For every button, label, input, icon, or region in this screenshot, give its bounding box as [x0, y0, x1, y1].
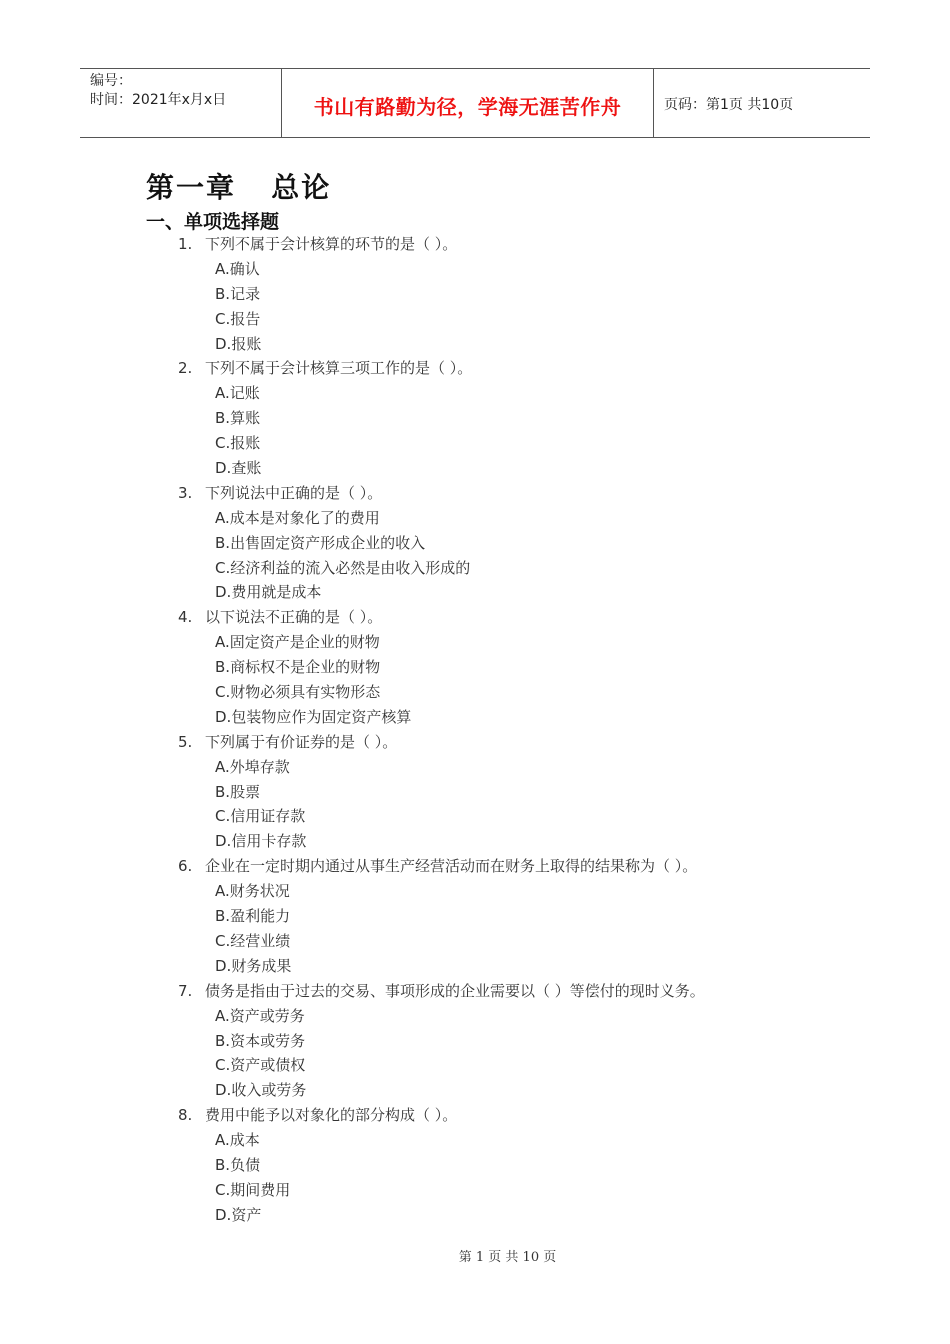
answer-option: [0, 1128, 950, 1153]
question-item: [0, 232, 950, 257]
question-number: 3.: [178, 483, 193, 502]
option-letter: D.: [215, 956, 232, 975]
document-number-label: 编号：: [90, 73, 132, 89]
option-text: 财务成果: [231, 956, 292, 975]
option-letter: B.: [215, 409, 231, 428]
option-letter: C.: [215, 1056, 231, 1075]
option-letter: C.: [215, 931, 231, 950]
answer-option: [0, 829, 950, 854]
option-text: 固定资产是企业的财物: [229, 633, 380, 652]
answer-option: [0, 307, 950, 332]
option-text: 盈利能力: [230, 907, 291, 926]
answer-option: [0, 680, 950, 705]
option-letter: A.: [215, 508, 230, 527]
option-letter: C.: [215, 1180, 231, 1199]
option-text: 资产或劳务: [229, 1006, 305, 1025]
option-letter: C.: [215, 683, 231, 702]
option-letter: B.: [215, 533, 231, 552]
option-text: 财物必须具有实物形态: [230, 683, 381, 702]
option-letter: D.: [215, 459, 232, 478]
option-text: 记录: [230, 284, 261, 303]
header-motto: 书山有路勤为径，学海无涯苦作舟: [313, 94, 622, 119]
answer-option: [0, 954, 950, 979]
option-text: 资产或债权: [230, 1056, 306, 1075]
option-text: 经营业绩: [230, 931, 291, 950]
option-letter: B.: [215, 907, 231, 926]
option-letter: D.: [215, 583, 232, 602]
answer-option: [0, 804, 950, 829]
question-text: 以下说法不正确的是（ ）。: [205, 608, 383, 627]
question-item: [0, 356, 950, 381]
option-letter: C.: [215, 807, 231, 826]
question-item: [0, 730, 950, 755]
option-text: 成本: [229, 1131, 260, 1150]
option-text: 查账: [231, 459, 262, 478]
option-text: 收入或劳务: [231, 1081, 307, 1100]
header-motto-cell: [282, 69, 654, 137]
option-text: 负债: [230, 1155, 261, 1174]
answer-option: [0, 556, 950, 581]
answer-option: [0, 780, 950, 805]
chapter-title: 第一章 总论: [146, 171, 332, 204]
option-text: 外埠存款: [229, 757, 290, 776]
document-header: [80, 68, 870, 138]
answer-option: [0, 406, 950, 431]
question-text: 下列不属于会计核算的环节的是（ ）。: [205, 235, 458, 253]
option-letter: B.: [215, 284, 231, 303]
question-text: 债务是指由于过去的交易、事项形成的企业需要以（ ）等偿付的现时义务。: [205, 981, 705, 1000]
question-item: [0, 979, 950, 1004]
question-text: 企业在一定时期内通过从事生产经营活动而在财务上取得的结果称为（ ）。: [205, 857, 698, 876]
header-page-cell: [654, 69, 870, 137]
header-meta-cell: [80, 69, 282, 137]
question-number: 2.: [178, 359, 193, 378]
answer-option: [0, 257, 950, 282]
option-text: 股票: [230, 782, 261, 801]
question-text: 下列属于有价证券的是（ ）。: [205, 732, 398, 751]
question-number: 5.: [178, 732, 193, 751]
option-letter: C.: [215, 434, 231, 453]
option-letter: D.: [215, 707, 232, 726]
answer-option: [0, 580, 950, 605]
question-number: 8.: [178, 1106, 193, 1125]
option-letter: D.: [215, 1205, 232, 1224]
option-letter: A.: [215, 1131, 230, 1150]
question-item: [0, 605, 950, 630]
option-letter: B.: [215, 658, 231, 677]
option-letter: A.: [215, 1006, 230, 1025]
option-text: 资产: [231, 1205, 262, 1224]
question-number: 1.: [178, 235, 193, 253]
answer-option: [0, 531, 950, 556]
answer-option: [0, 456, 950, 481]
option-text: 信用卡存款: [231, 832, 307, 851]
option-letter: A.: [215, 633, 230, 652]
option-text: 成本是对象化了的费用: [229, 508, 380, 527]
question-item: [0, 1103, 950, 1128]
answer-option: [0, 332, 950, 357]
option-letter: A.: [215, 384, 230, 403]
answer-option: [0, 755, 950, 780]
header-page-info: 页码：第1页 共10页: [664, 97, 794, 113]
option-text: 信用证存款: [230, 807, 306, 826]
answer-option: [0, 1178, 950, 1203]
document-date-label: 时间：2021年x月x日: [90, 92, 227, 108]
answer-option: [0, 1153, 950, 1178]
answer-option: [0, 1078, 950, 1103]
answer-option: [0, 1203, 950, 1228]
option-text: 期间费用: [230, 1180, 291, 1199]
question-text: 费用中能予以对象化的部分构成（ ）。: [205, 1106, 458, 1125]
answer-option: [0, 381, 950, 406]
option-letter: C.: [215, 558, 231, 577]
option-letter: B.: [215, 782, 231, 801]
option-text: 记账: [229, 384, 260, 403]
option-letter: D.: [215, 832, 232, 851]
option-text: 报告: [230, 309, 261, 328]
option-letter: A.: [215, 757, 230, 776]
question-number: 7.: [178, 981, 193, 1000]
option-text: 算账: [230, 409, 261, 428]
option-text: 包装物应作为固定资产核算: [231, 707, 412, 726]
option-text: 资本或劳务: [230, 1031, 306, 1050]
option-letter: B.: [215, 1155, 231, 1174]
option-text: 报账: [230, 434, 261, 453]
option-letter: D.: [215, 334, 232, 353]
option-text: 确认: [229, 259, 260, 278]
answer-option: [0, 630, 950, 655]
answer-option: [0, 1029, 950, 1054]
section-title: 一、单项选择题: [146, 211, 280, 233]
answer-option: [0, 1053, 950, 1078]
option-text: 财务状况: [229, 882, 290, 901]
question-number: 6.: [178, 857, 193, 876]
question-number: 4.: [178, 608, 193, 627]
answer-option: [0, 879, 950, 904]
option-letter: D.: [215, 1081, 232, 1100]
option-text: 出售固定资产形成企业的收入: [230, 533, 426, 552]
answer-option: [0, 904, 950, 929]
question-item: [0, 854, 950, 879]
page-footer: 第 1 页 共 10 页: [458, 1250, 557, 1265]
answer-option: [0, 506, 950, 531]
option-text: 费用就是成本: [231, 583, 322, 602]
answer-option: [0, 1004, 950, 1029]
question-list: [0, 232, 950, 1228]
option-letter: B.: [215, 1031, 231, 1050]
option-letter: A.: [215, 259, 230, 278]
option-text: 商标权不是企业的财物: [230, 658, 381, 677]
option-text: 经济利益的流入必然是由收入形成的: [230, 558, 471, 577]
answer-option: [0, 929, 950, 954]
answer-option: [0, 431, 950, 456]
option-text: 报账: [231, 334, 262, 353]
option-letter: C.: [215, 309, 231, 328]
question-item: [0, 481, 950, 506]
option-letter: A.: [215, 882, 230, 901]
answer-option: [0, 655, 950, 680]
answer-option: [0, 282, 950, 307]
question-text: 下列说法中正确的是（ ）。: [205, 483, 383, 502]
answer-option: [0, 705, 950, 730]
question-text: 下列不属于会计核算三项工作的是（ ）。: [205, 359, 473, 378]
